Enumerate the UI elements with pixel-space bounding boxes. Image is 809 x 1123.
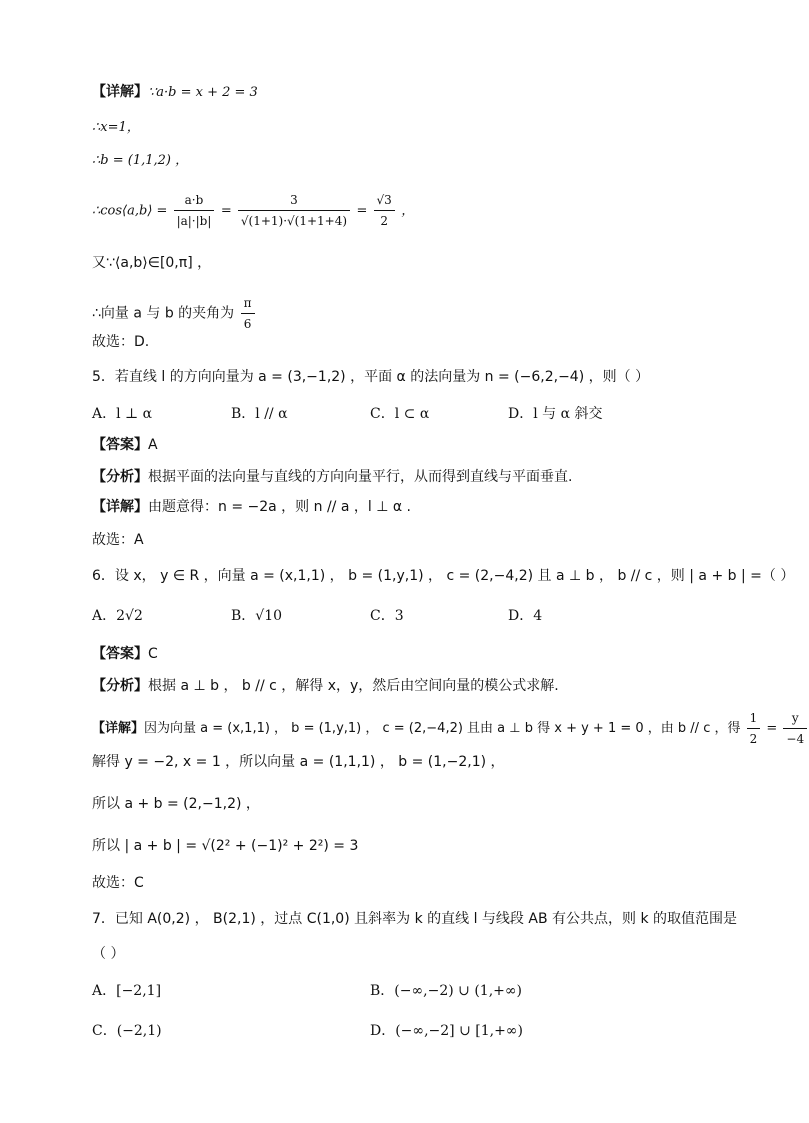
formula: ∴x=1， — [92, 120, 140, 135]
q6-detail: 【详解】因为向量 a = (x,1,1) ， b = (1,y,1) ， c = (2,−4,2) 且由 a ⊥ b 得 x + y + 1 = 0 ，由 b // c ，得 $\frac{1}{2}$ = $\frac{y}{-4}$ — [92, 708, 809, 749]
q6-analysis: 【分析】根据 a ⊥ b ， b // c ，解得 x，y，然后由空间向量的模公式求解. — [92, 678, 559, 694]
q6-detail-line-4: 所以 | a + b | = √(2² + (−1)² + 2²) = 3 — [92, 838, 359, 854]
detail-tag: 【详解】 — [92, 84, 148, 100]
detail-line-4: ∴cos⟨a,b⟩ = $\frac{a\cdot b}{|a|\cdot|b|}$ = $\frac{3}{√(1+1)\cdot√(1+1+4)}$ = $\frac{√3}{2}$ ， — [92, 190, 414, 231]
q6-detail-line-2: 解得 y = −2, x = 1 ，所以向量 a = (1,1,1) ， b = (1,−2,1) ， — [92, 754, 505, 770]
q5-detail: 【详解】由题意得：n = −2a ，则 n // a ，l ⊥ α . — [92, 499, 411, 515]
detail-line-5 — [92, 253, 211, 273]
detail-line-1 — [92, 82, 258, 103]
q5-option-a: A．l ⊥ α — [92, 406, 153, 422]
detail-line-6: ∴向量 a 与 b 的夹角为 $\frac{\pi}{6}$ — [92, 293, 257, 334]
question-5: 5．若直线 l 的方向向量为 a = (3,−1,2) ，平面 α 的法向量为 n = (−6,2,−4) ，则（ ） — [92, 369, 650, 385]
fraction-1: $\frac{a\cdot b}{|a|\cdot|b|}$ — [174, 190, 215, 231]
formula: 又∵⟨a,b⟩∈[0,π] ， — [92, 255, 212, 271]
fraction-3: $\frac{√3}{2}$ — [374, 190, 395, 231]
question-7-paren: （ ） — [92, 946, 125, 962]
fraction-2: $\frac{3}{√(1+1)\cdot√(1+1+4)}$ — [238, 190, 350, 231]
q7-option-a: A．[−2,1] — [92, 983, 162, 999]
fraction-y-neg4: $\frac{y}{-4}$ — [783, 708, 807, 749]
selection-line: 故选：D. — [92, 334, 150, 350]
question-6: 6．设 x， y ∈ R ，向量 a = (x,1,1) ， b = (1,y,1) ， c = (2,−4,2) 且 a ⊥ b ， b // c ，则 | a + b | =（ ） — [92, 568, 795, 584]
q5-analysis: 【分析】根据平面的法向量与直线的方向向量平行，从而得到直线与平面垂直. — [92, 469, 573, 485]
question-7: 7．已知 A(0,2) ， B(2,1) ，过点 C(1,0) 且斜率为 k 的直线 l 与线段 AB 有公共点，则 k 的取值范围是 — [92, 911, 738, 927]
q5-selection: 故选：A — [92, 532, 144, 548]
formula: ∴b = (1,1,2) ， — [92, 153, 189, 168]
q5-option-d: D．l 与 α 斜交 — [508, 406, 603, 422]
q7-option-d: D．(−∞,−2] ∪ [1,+∞) — [370, 1023, 523, 1039]
q6-option-c: C．3 — [370, 608, 404, 624]
formula-prefix: ∴cos⟨a,b⟩ = — [92, 203, 172, 219]
q6-detail-line-3: 所以 a + b = (2,−1,2) ， — [92, 796, 260, 812]
q7-option-b: B．(−∞,−2) ∪ (1,+∞) — [370, 983, 522, 999]
q6-selection: 故选：C — [92, 875, 144, 891]
q7-option-c: C．(−2,1) — [92, 1023, 162, 1039]
fraction-pi-6: $\frac{\pi}{6}$ — [241, 293, 255, 334]
q6-option-d: D．4 — [508, 608, 543, 624]
fraction-half: $\frac{1}{2}$ — [747, 708, 761, 749]
q5-option-c: C．l ⊂ α — [370, 406, 430, 422]
formula: ∵a·b = x + 2 = 3 — [148, 85, 258, 100]
q6-option-a: A．2√2 — [92, 608, 143, 624]
q5-option-b: B．l // α — [231, 406, 288, 422]
q6-answer: 【答案】C — [92, 646, 158, 662]
detail-line-3 — [92, 150, 188, 171]
q6-option-b: B．√10 — [231, 608, 283, 624]
detail-line-2 — [92, 117, 140, 138]
q5-answer: 【答案】A — [92, 437, 158, 453]
